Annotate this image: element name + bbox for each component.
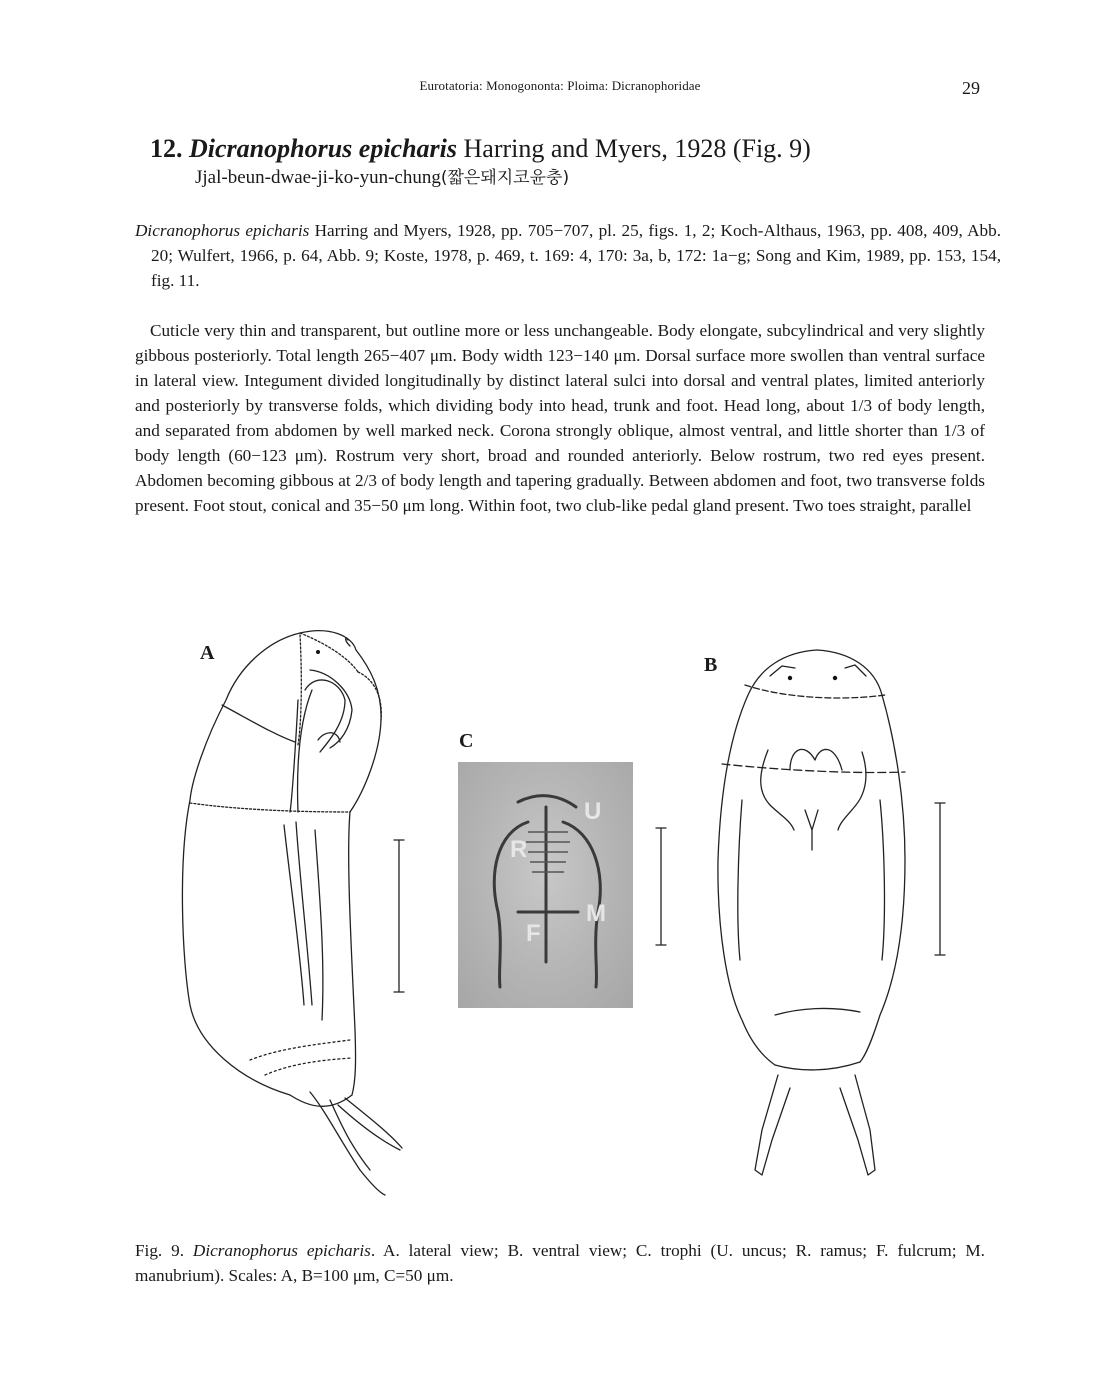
korean-name: (짧은돼지코윤충): [440, 168, 570, 188]
panel-label-b: B: [704, 654, 718, 676]
figure-caption: [135, 1238, 985, 1288]
synonymy-text: Harring and Myers, 1928, pp. 705−707, pl. 25, figs. 1, 2; Koch-Althaus, 1963, pp. 408, 409, Abb. 20; Wulfert, 1966, p. 64, Abb. 9; Koste, 1978, p. 469, t. 169: 4, 170: 3a, b, 172: 1a−g; Song and Kim, 1989, pp. 153, 154, fig. 11.: [151, 221, 1001, 290]
running-head: Eurotatoria: Monogononta: Ploima: Dicranophoridae: [419, 78, 701, 93]
species-fig-ref: (Fig. 9): [726, 134, 811, 163]
synonymy-species: Dicranophorus epicharis: [135, 221, 310, 240]
scale-bar-b: [935, 803, 945, 955]
caption-text: . A. lateral view; B. ventral view; C. trophi (U. uncus; R. ramus; F. fulcrum; M. manubrium). Scales: A, B=100 μm, C=50 μm.: [135, 1241, 985, 1285]
ventral-view-drawing: [718, 650, 905, 1175]
page-number: 29: [962, 78, 980, 98]
caption-prefix: Fig. 9.: [135, 1241, 193, 1260]
description-paragraph: Cuticle very thin and transparent, but outline more or less unchangeable. Body elongate, subcylindrical and very slightly gibbous posteriorly. Total length 265−407 μm. Body width 123−140 μm. Dorsal surface more swollen than ventral surface in lateral view. Integument divided longitudinally by distinct lateral sulci into dorsal and ventral plates, limited anteriorly and posteriorly by transverse folds, which dividing body into head, trunk and foot. Head long, about 1/3 of body length, and separated from abdomen by well marked neck. Corona strongly oblique, almost ventral, and little shorter than 1/3 of body length (60−123 μm). Rostrum very short, broad and rounded anteriorly. Below rostrum, two red eyes present. Abdomen becoming gibbous at 2/3 of body length and tapering gradually. Between abdomen and foot, two transverse folds present. Foot stout, conical and 35−50 μm long. Within foot, two club-like pedal gland present. Two toes straight, parallel: [135, 321, 985, 515]
caption-species: Dicranophorus epicharis: [192, 1241, 371, 1260]
lateral-view-drawing: [182, 631, 402, 1195]
korean-name-line: [195, 166, 569, 190]
eye-dots: [316, 650, 837, 680]
trophi-photograph: [458, 762, 633, 1008]
species-heading: [150, 134, 811, 164]
trophi-label-f: F: [526, 920, 541, 947]
trophi-label-r: R: [510, 836, 528, 863]
scale-bar-c: [656, 828, 666, 945]
panel-label-a: A: [200, 642, 215, 664]
species-authority: Harring and Myers, 1928: [457, 134, 727, 163]
scale-bar-a: [394, 840, 404, 992]
species-name: Dicranophorus epicharis: [189, 134, 457, 163]
trophi-label-u: U: [584, 798, 602, 825]
korean-romanized: Jjal-beun-dwae-ji-ko-yun-chung: [195, 167, 441, 188]
species-number: 12.: [150, 134, 183, 163]
trophi-sketch: [458, 762, 633, 1008]
panel-label-c: C: [459, 730, 474, 752]
synonymy-paragraph: [135, 218, 1001, 293]
trophi-label-m: M: [586, 900, 606, 927]
